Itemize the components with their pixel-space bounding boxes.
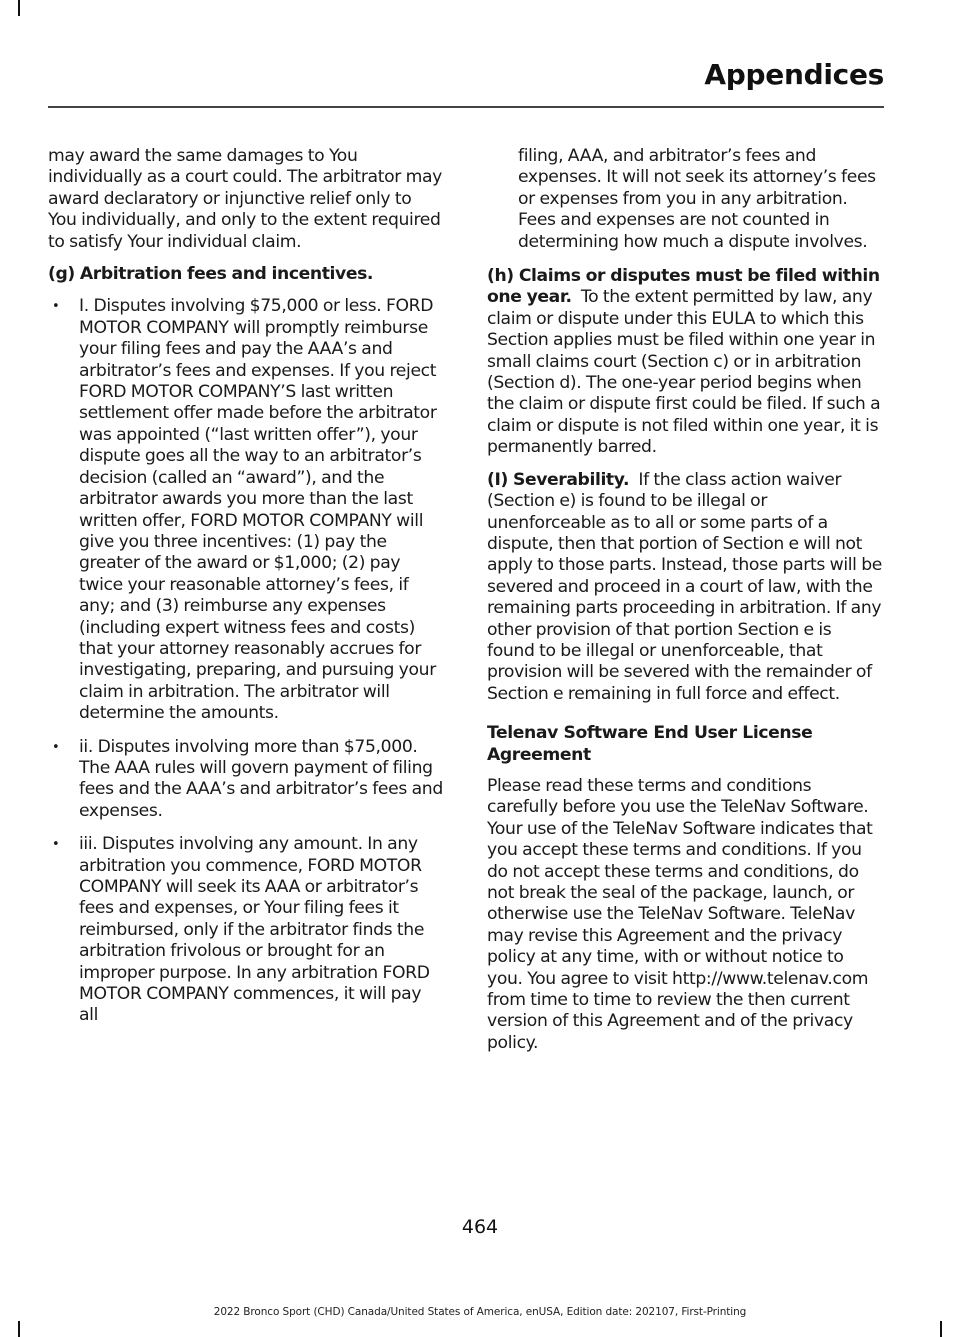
list-item bbox=[48, 737, 444, 823]
list-item-text: ii. Disputes involving more than $75,000. The AAA rules will govern payment of filing fees and the AAA’s and arbitrator’s fees and expenses. bbox=[79, 736, 443, 821]
edition-footer: 2022 Bronco Sport (CHD) Canada/United States of America, enUSA, Edition date: 202107, First-Printing bbox=[213, 1306, 747, 1318]
paragraph-severability-text: If the class action waiver (Section e) is found to be illegal or unenforceable as to all or some parts of a dispute, then that portion of Section e will not apply to those parts. Instead, those parts will be severed and proceed in a court of law, with the remaining parts proceeding in arbitration. If any other provision of that portion Section e is found to be illegal or unenforceable, that provision will be severed with the remainder of Section e remaining in full force and effect. bbox=[487, 469, 882, 704]
bullet-icon: • bbox=[52, 837, 60, 853]
heading-claims-within-one-year: (h) Claims or disputes must be filed within one year. bbox=[487, 266, 880, 308]
crop-mark-top-left bbox=[18, 0, 20, 16]
paragraph-claims-within-one-year bbox=[487, 266, 883, 459]
page-number: 464 bbox=[461, 1216, 499, 1238]
paragraph-telenav-terms: Please read these terms and conditions carefully before you use the TeleNav Software. Your use of the TeleNav Software indicates that you accept these terms and conditions. If you do not accept these terms and conditions, do not break the seal of the package, launch, or otherwise use the TeleNav Software. TeleNav may revise this Agreement and the privacy policy at any time, with or without notice to you. You agree to visit http://www.telenav.com from time to time to review the then current version of this Agreement and of the privacy policy. bbox=[487, 775, 873, 1053]
heading-arbitration-fees: (g) Arbitration fees and incentives. bbox=[48, 264, 374, 285]
right-column bbox=[487, 146, 883, 1065]
fees-bullet-list bbox=[48, 296, 444, 1026]
list-item bbox=[48, 296, 444, 724]
heading-severability: (I) Severability. bbox=[487, 469, 630, 490]
header-divider bbox=[48, 106, 884, 108]
list-item-text: iii. Disputes involving any amount. In any arbitration you commence, FORD MOTOR COMPANY will seek its AAA or arbitrator’s fees and expenses, or Your filing fees it reimbursed, only if the arbitrator finds the arbitration frivolous or brought for an improper purpose. In any arbitration FORD MOTOR COMPANY commences, it will pay all bbox=[79, 834, 430, 1026]
bullet-icon: • bbox=[52, 299, 60, 315]
list-item-text: I. Disputes involving $75,000 or less. FORD MOTOR COMPANY will promptly reimburse your filing fees and pay the AAA’s and arbitrator’s fees and expenses. If you reject FORD MOTOR COMPANY’S last written settlement offer made before the arbitrator was appointed (“last written offer”), your dispute goes all the way to an arbitrator’s decision (called an “award”), and the arbitrator awards you more than the last written offer, FORD MOTOR COMPANY will give you three incentives: (1) pay the greater of the award or $1,000; (2) pay twice your reasonable attorney’s fees, if any; and (3) reimburse any expenses (including expert witness fees and costs) that your attorney reasonably accrues for investigating, preparing, and pursuing your claim in arbitration. The arbitrator will determine the amounts. bbox=[79, 296, 437, 724]
list-item bbox=[48, 834, 444, 1027]
crop-mark-bottom-left bbox=[18, 1321, 20, 1337]
paragraph-claims-text: To the extent permitted by law, any claim or dispute under this EULA to which this Section applies must be filed within one year in small claims court (Section c) or in arbitration (Section d). The one-year period begins when the claim or dispute first could be filed. If such a claim or dispute is not filed within one year, it is permanently barred. bbox=[487, 287, 881, 458]
bullet-icon: • bbox=[52, 739, 60, 755]
left-column bbox=[48, 146, 444, 1039]
paragraph-severability bbox=[487, 470, 883, 705]
crop-mark-bottom-right bbox=[940, 1321, 942, 1337]
page-title: Appendices bbox=[704, 58, 884, 91]
paragraph-damages: may award the same damages to You individually as a court could. The arbitrator may award declaratory or injunctive relief only to You individually, and only to the extent required to satisfy Your individual claim. bbox=[48, 146, 442, 252]
bullet-continuation: filing, AAA, and arbitrator’s fees and expenses. It will not seek its attorney’s fees or expenses from you in any arbitration. Fees and expenses are not counted in determining how much a dispute involves. bbox=[518, 146, 876, 252]
section-heading-telenav-eula: Telenav Software End User License Agreement bbox=[487, 723, 813, 765]
